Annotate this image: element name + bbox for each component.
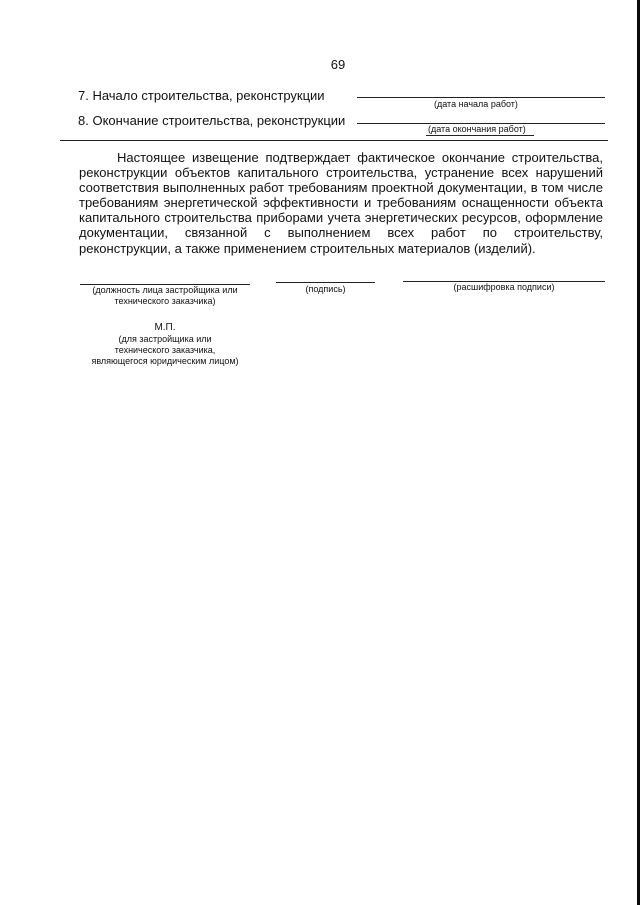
section-separator — [60, 140, 608, 141]
signature-caption: (подпись) — [305, 284, 346, 294]
end-date-caption: (дата окончания работ) — [428, 124, 526, 134]
position-caption — [80, 285, 250, 307]
start-construction-label: 7. Начало строительства, реконструкции — [78, 88, 325, 103]
start-date-line — [357, 97, 605, 98]
stamp-block — [80, 322, 250, 367]
decoding-caption: (расшифровка подписи) — [453, 282, 555, 292]
stamp-note-line: (для застройщика или — [118, 334, 212, 344]
end-construction-label: 8. Окончание строительства, реконструкции — [78, 113, 346, 128]
start-date-caption: (дата начала работ) — [434, 99, 518, 109]
position-caption-line: технического заказчика) — [114, 296, 216, 306]
end-caption-underline — [426, 135, 534, 136]
stamp-note-line: являющегося юридическим лицом) — [91, 356, 239, 366]
notice-paragraph: Настоящее извещение подтверждает фактическое окончание строительства, реконструкции объектов капитального строительства, устранение всех нарушений соответствия выполненных работ требованиям проектной документации, в том числе требованиям энергетической эффективности и требованиям оснащенности объекта капитального строительства приборами учета энергетических ресурсов, оформление документации, связанной с выполнением всех работ по строительству, реконструкции, а также применением строительных материалов (изделий). — [79, 150, 603, 256]
page-number: 69 — [330, 57, 346, 72]
signature-line — [276, 282, 375, 283]
position-caption-line: (должность лица застройщика или — [92, 285, 238, 295]
stamp-mark: М.П. — [154, 322, 176, 333]
stamp-note-line: технического заказчика, — [114, 345, 216, 355]
